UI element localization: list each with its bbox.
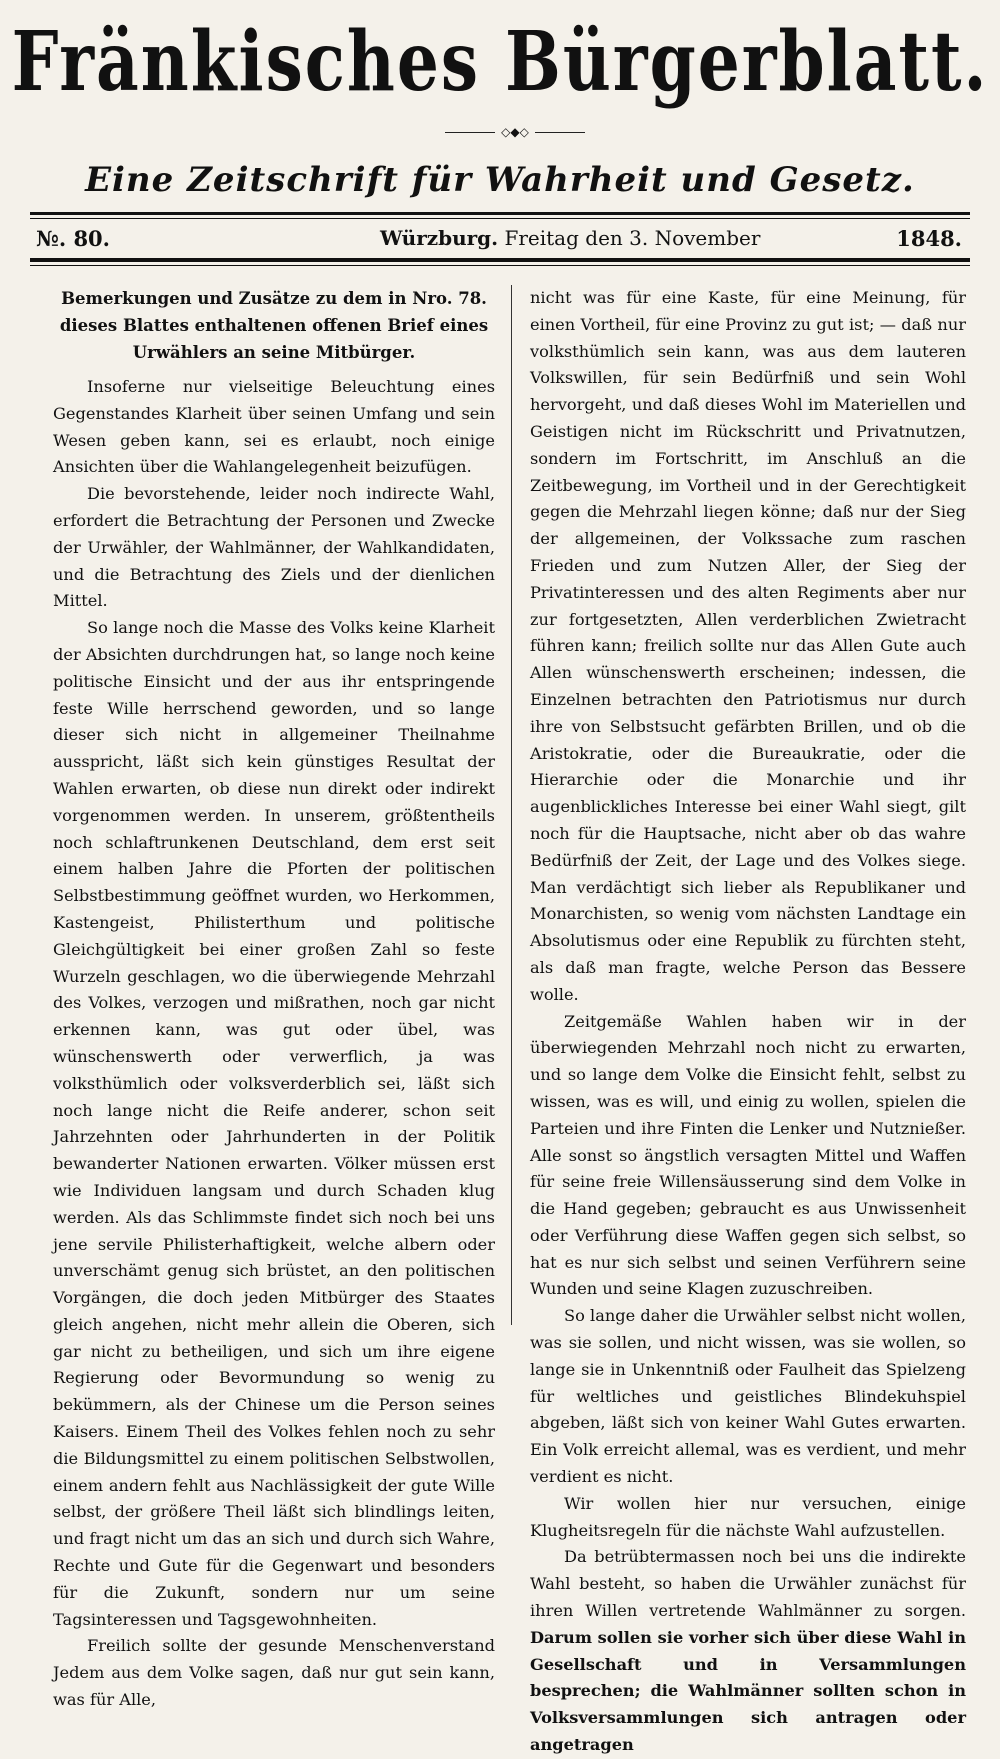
- year: 1848.: [896, 226, 962, 251]
- top-rule: [30, 212, 970, 215]
- paragraph: Zeitgemäße Wahlen haben wir in der überwiegenden Mehrzahl noch nicht zu erwarten, und so lange dem Volke die Einsicht fehlt, selbst zu wissen, was es will, und einig zu wollen, spielen die Parteien und ihre Finten die Lenker und Nutznießer. Alle sonst so ängstlich versagten Mittel und Waffen für seine freie Willensäusserung sind dem Volke in die Hand gegeben; gebraucht es aus Unwissenheit oder Verführung diese Waffen gegen sich selbst, so hat es nur sich selbst und seinen Verführern seine Wunden und seine Klagen zuzuschreiben.: [530, 1011, 966, 1299]
- dateline: [30, 224, 970, 254]
- paragraph: [530, 1544, 966, 1758]
- article-headline: Bemerkungen und Zusätze zu dem in Nro. 78. dieses Blattes enthaltenen offenen Brief eines Urwählers an seine Mitbürger.: [59, 289, 489, 362]
- right-column: [530, 285, 966, 1759]
- top-rule-thin: [30, 218, 970, 219]
- paragraph: Wir wollen hier nur versuchen, einige Klugheitsregeln für die nächste Wahl aufzustellen.: [530, 1493, 966, 1540]
- left-column: [53, 285, 495, 1714]
- paragraph: nicht was für eine Kaste, für eine Meinung, für einen Vortheil, für eine Provinz zu gut ist; — daß nur volksthümlich sein kann, was aus dem lauteren Volkswillen, für sein Bedürfniß und sein Wohl hervorgeht, und daß dieses Wohl im Materiellen und Geistigen nicht im Rückschritt und Privatnutzen, sondern im Fortschritt, im Anschluß an die Zeitbewegung, im Vortheil und in der Gerechtigkeit gegen die Mehrzahl liegen könne; daß nur der Sieg der allgemeinen, der Volkssache zum raschen Frieden und zum Nutzen Aller, der Sieg der Privatinteressen und des alten Regiments aber nur zur fortgesetzten, Allen verderblichen Zwietracht führen kann; freilich sollte nur das Allen Gute auch Allen wünschenswerth erscheinen; indessen, die Einzelnen betrachten den Patriotismus nur durch ihre von Selbstsucht gefärbten Brillen, und ob die Aristokratie, oder die Bureaukratie, oder die Hierarchie oder die Monarchie und ihr augenblickliches Interesse bei einer Wahl siegt, gilt noch für die Hauptsache, nicht aber ob das wahre Bedürfniß der Zeit, der Lage und des Volkes siege. Man verdächtigt sich lieber als Republikaner und Monarchisten, so wenig vom nächsten Landtage ein Absolutismus oder eine Republik zu fürchten steht, als daß man fragte, welche Person das Bessere wolle.: [530, 288, 966, 1004]
- date: Freitag den 3. November: [504, 226, 761, 250]
- bottom-rule: [30, 258, 970, 262]
- place: Würzburg.: [380, 226, 499, 250]
- masthead-subtitle: Eine Zeitschrift für Wahrheit und Gesetz.: [85, 160, 915, 200]
- paragraph: So lange noch die Masse des Volks keine Klarheit der Absichten durchdrungen hat, so lange noch keine politische Einsicht und der aus ihr entspringende feste Wille herrschend geworden, und so lange dieser sich nicht in allgemeiner Theilnahme ausspricht, läßt sich kein günstiges Resultat der Wahlen erwarten, ob diese nun direkt oder indirekt vorgenommen werden. In unserem, größtentheils noch schlaftrunkenen Deutschland, dem erst seit einem halben Jahre die Pforten der politischen Selbstbestimmung geöffnet wurden, wo Herkommen, Kastengeist, Philisterthum und politische Gleichgültigkeit bei einer großen Zahl so feste Wurzeln geschlagen, wo die überwiegende Mehrzahl des Volkes, verzogen und mißrathen, noch gar nicht erkennen kann, was gut oder übel, was wünschenswerth oder verwerflich, ja was volksthümlich oder volksverderblich sei, läßt sich noch lange nicht die Reife anderer, schon seit Jahrzehnten oder Jahrhunderten in der Politik bewanderter Nationen erwarten. Völker müssen erst wie Individuen langsam und durch Schaden klug werden. Als das Schlimmste findet sich noch bei uns jene servile Philisterhaftigkeit, welche albern oder unverschämt genug sich brüstet, an den politischen Vorgängen, die doch jeden Mitbürger des Staates gleich angehen, nicht mehr allein die Oberen, sich gar nicht zu betheiligen, und sich um ihre eigene Regierung oder Bevormundung so wenig zu bekümmern, als der Chinese um die Person seines Kaisers. Einem Theil des Volkes fehlen noch zu sehr die Bildungsmittel zu einem politischen Selbstwollen, einem andern fehlt aus Nachlässigkeit der gute Wille selbst, der größere Theil läßt sich blindlings leiten, und fragt nicht um das an sich und durch sich Wahre, Rechte und Gute für die Gegenwart und besonders für die Zukunft, sondern nur um seine Tagsinteressen und Tagsgewohnheiten.: [53, 618, 495, 1629]
- ornament-glyph: ◇◆◇: [501, 125, 529, 139]
- paragraph: Insoferne nur vielseitige Beleuchtung eines Gegenstandes Klarheit über seinen Umfang und sein Wesen geben kann, sei es erlaubt, noch einige Ansichten über die Wahlangelegenheit beizufügen.: [53, 377, 495, 477]
- bottom-rule-thin: [30, 265, 970, 266]
- paragraph: Die bevorstehende, leider noch indirecte Wahl, erfordert die Betrachtung der Personen und Zwecke der Urwähler, der Wahlmänner, der Wahlkandidaten, und die Betrachtung des Ziels und der dienlichen Mittel.: [53, 484, 495, 611]
- bold-passage: Darum sollen sie vorher sich über diese Wahl in Gesellschaft und in Versammlungen besprechen; die Wahlmänner sollten schon in Volksversammlungen sich antragen oder angetragen: [530, 1627, 966, 1755]
- masthead-title: Fränkisches Bürgerblatt.: [11, 12, 989, 110]
- place-date: [380, 226, 760, 250]
- column-divider: [511, 285, 512, 1325]
- paragraph: So lange daher die Urwähler selbst nicht wollen, was sie sollen, und nicht wissen, was sie wollen, so lange sie in Unkenntniß oder Faulheit das Spielzeng für weltliches und geistliches Blindekuhspiel abgeben, läßt sich von keiner Wahl Gutes erwarten. Ein Volk erreicht allemal, was es verdient, und mehr verdient es nicht.: [530, 1306, 966, 1487]
- issue-number: №. 80.: [36, 226, 110, 251]
- paragraph-text: Da betrübtermassen noch bei uns die indirekte Wahl besteht, so haben die Urwähler zunächst für ihren Willen vertretende Wahlmänner zu sorgen.: [530, 1547, 966, 1621]
- ornament-divider: [445, 125, 585, 139]
- paragraph: Freilich sollte der gesunde Menschenverstand Jedem aus dem Volke sagen, daß nur gut sein kann, was für Alle,: [53, 1636, 495, 1710]
